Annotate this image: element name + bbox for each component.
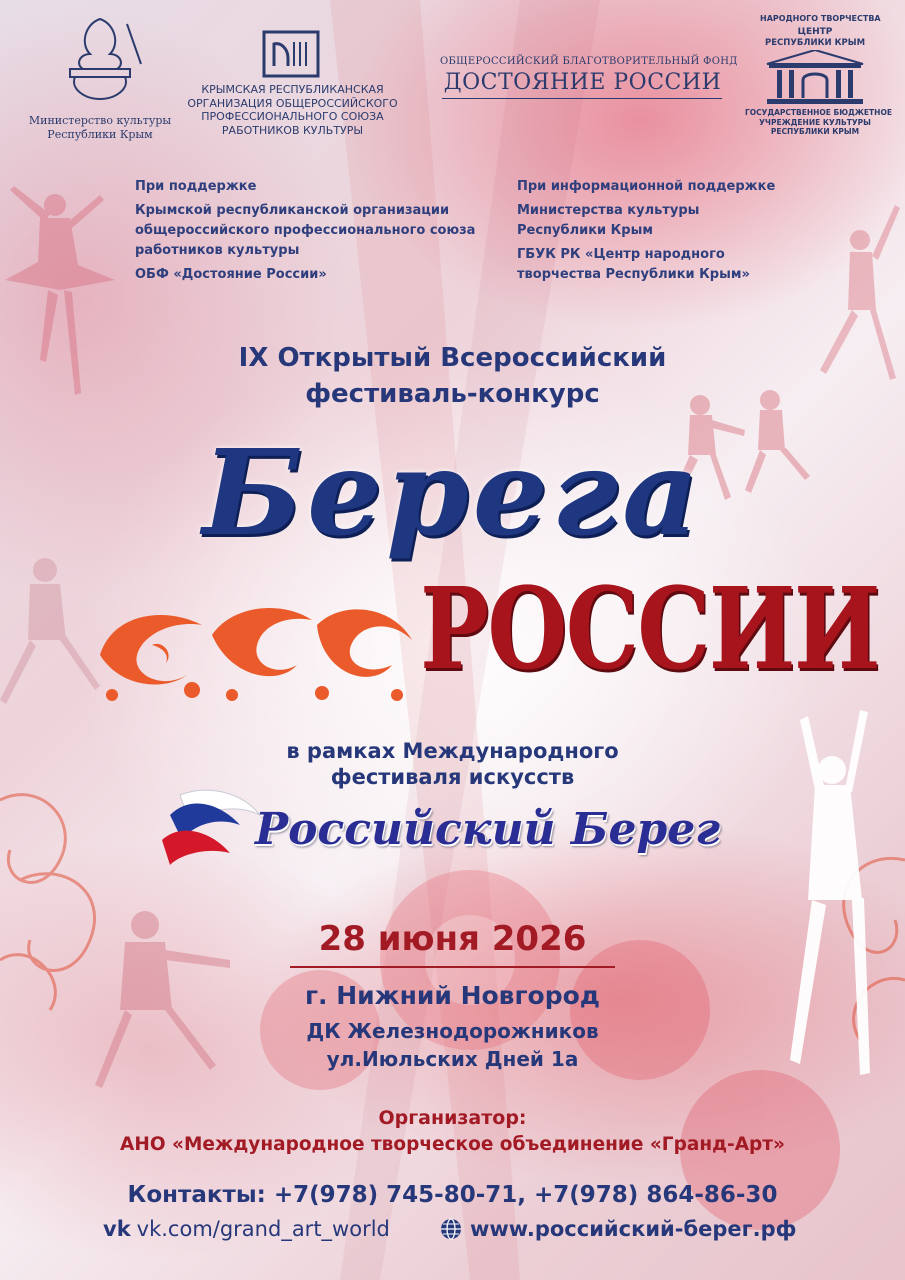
contacts-phones: Контакты: +7(978) 745-80-71, +7(978) 864-86-30 xyxy=(127,1182,778,1208)
info-support-line3: ГБУК РК «Центр народного xyxy=(517,247,725,262)
support-line4: ОБФ «Достояние России» xyxy=(135,267,327,282)
event-venue: ДК Железнодорожников xyxy=(306,1019,599,1043)
center-title: ЦЕНТР xyxy=(797,27,833,37)
flag-sail-icon xyxy=(160,785,265,865)
event-city: г. Нижний Новгород xyxy=(304,981,600,1010)
brand-name: Российский Берег xyxy=(255,804,720,855)
vk-link[interactable]: vk.com/grand_art_world xyxy=(136,1217,390,1241)
event-date: 28 июня 2026 xyxy=(318,919,587,959)
left-dancer-silhouette xyxy=(0,558,100,704)
festival-frame xyxy=(0,738,905,790)
title-bereg: Берега xyxy=(202,423,703,562)
support-block xyxy=(135,177,475,285)
event-address: ул.Июльских Дней 1а xyxy=(326,1047,579,1071)
fund-name: ДОСТОЯНИЕ РОССИИ xyxy=(443,70,722,95)
union-caption-line4: РАБОТНИКОВ КУЛЬТУРЫ xyxy=(221,123,364,137)
support-line2: общероссийского профессионального союза xyxy=(135,223,476,238)
support-line3: работников культуры xyxy=(135,243,300,258)
center-caption xyxy=(745,108,892,137)
festival-subtitle-line1: IX Открытый Всероссийский xyxy=(238,343,667,373)
union-caption-line1: КРЫМСКАЯ РЕСПУБЛИКАНСКАЯ xyxy=(201,83,384,96)
info-support-line2: Республики Крым xyxy=(517,223,653,238)
organizer-name: АНО «Международное творческое объединение «Гранд-Арт» xyxy=(120,1134,785,1155)
fund-underline xyxy=(442,98,722,99)
fund-small-text: ОБЩЕРОССИЙСКИЙ БЛАГОТВОРИТЕЛЬНЫЙ ФОНД xyxy=(440,56,738,67)
orange-ornament-icon xyxy=(92,595,417,705)
info-support-line1: Министерства культуры xyxy=(517,203,700,218)
organizer-label: Организатор: xyxy=(378,1107,527,1129)
center-caption-line2: УЧРЕЖДЕНИЕ КУЛЬТУРЫ xyxy=(759,117,871,127)
vk-icon: vk xyxy=(103,1217,131,1241)
date-underline xyxy=(290,966,615,968)
union-caption xyxy=(185,83,400,137)
festival-frame-line2: фестиваля искусств xyxy=(330,765,575,789)
festival-subtitle-line2: фестиваль-конкурс xyxy=(305,379,600,409)
center-caption-line1: ГОСУДАРСТВЕННОЕ БЮДЖЕТНОЕ xyxy=(745,108,892,117)
site-link[interactable]: www.российский-берег.рф xyxy=(470,1217,797,1241)
union-caption-line2: ОРГАНИЗАЦИЯ ОБЩЕРОССИЙСКОГО xyxy=(187,96,398,110)
globe-icon xyxy=(440,1218,462,1240)
ministry-crest-icon xyxy=(55,14,145,109)
info-support-block xyxy=(517,177,775,285)
support-heading: При поддержке xyxy=(135,179,257,194)
union-caption-line3: ПРОФЕССИОНАЛЬНОГО СОЮЗА xyxy=(201,110,384,123)
title-rossii: РОССИИ xyxy=(420,564,879,695)
vk-link-row[interactable] xyxy=(103,1213,390,1245)
info-support-line4: творчества Республики Крым» xyxy=(517,267,750,282)
center-arc-text: НАРОДНОГО ТВОРЧЕСТВА xyxy=(760,14,881,23)
center-subtitle: РЕСПУБЛИКИ КРЫМ xyxy=(764,38,866,48)
festival-subtitle xyxy=(0,340,905,412)
ministry-caption-line2: Республики Крым xyxy=(47,128,153,141)
center-caption-line3: РЕСПУБЛИКИ КРЫМ xyxy=(770,127,860,136)
info-support-heading: При информационной поддержке xyxy=(517,179,776,194)
festival-frame-line1: в рамках Международного xyxy=(286,739,619,763)
ministry-caption-line1: Министерство культуры xyxy=(28,114,172,127)
event-venue-block xyxy=(0,1017,905,1073)
center-building-icon xyxy=(765,50,865,106)
site-link-row[interactable] xyxy=(440,1213,796,1245)
ministry-caption xyxy=(25,114,175,142)
union-logo-icon xyxy=(262,30,320,78)
support-line1: Крымской республиканской организации xyxy=(135,203,450,218)
